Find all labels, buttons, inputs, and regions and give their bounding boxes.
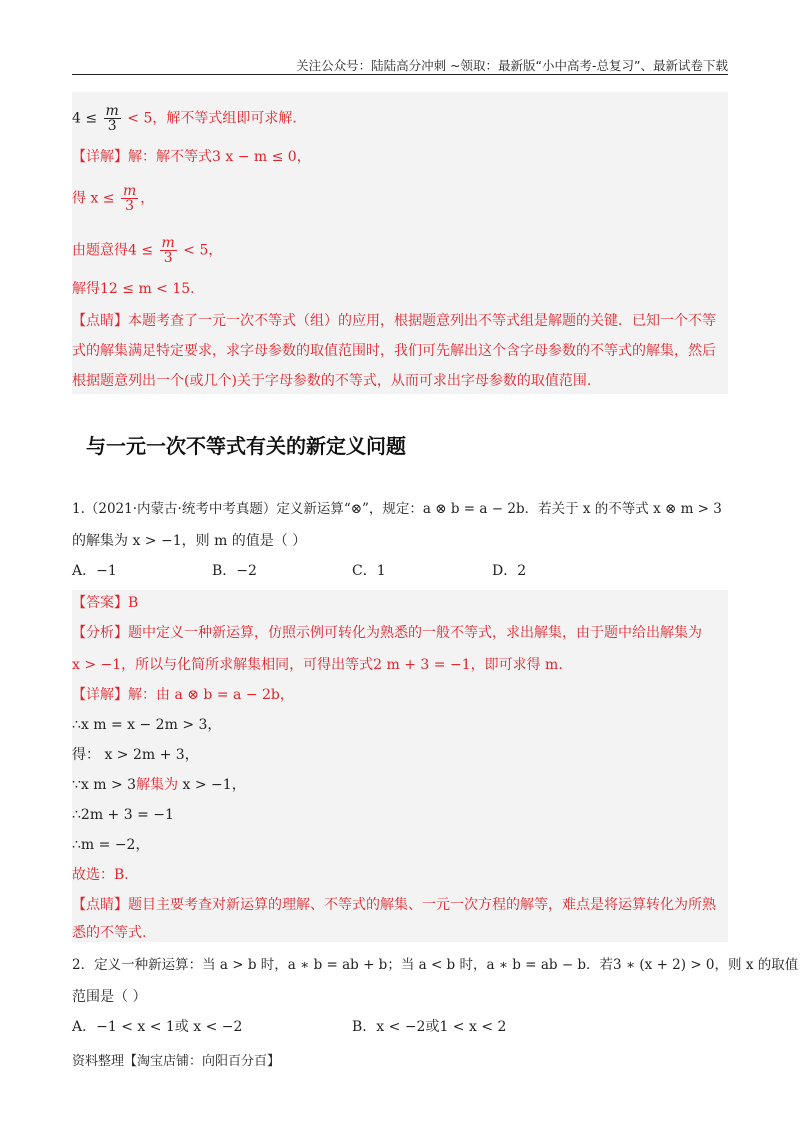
q1-detail-line-1: 【详解】解：由 a ⊗ b = a − 2b， <box>72 687 294 703</box>
solution-line-3: 得 x ≤ $\frac{m}{3}$ ， <box>72 183 155 214</box>
comment-line-2: 式的解集满足特定要求，求字母参数的取值范围时，我们可先解出这个含字母参数的不等式的解集，然后 <box>72 343 716 359</box>
detail-line: 【详解】解：解不等式3 x − m ≤ 0， <box>72 149 311 165</box>
q1-detail-line-6: ∴m = −2， <box>72 837 150 853</box>
solution-line-4: 由题意得4 ≤ $\frac{m}{3}$ < 5， <box>72 235 223 266</box>
solution-line-5: 解得12 ≤ m < 15. <box>72 281 195 297</box>
q2-stem-line-1: 2．定义一种新运算：当 a > b 时，a ∗ b = ab + b；当 a < b 时，a ∗ b = ab − b．若3 ∗ (x + 2) > 0，则 x 的取值 <box>72 957 799 973</box>
fraction: $\frac{m}{3}$ <box>122 183 137 214</box>
page-footer: 资料整理【淘宝店铺：向阳百分百】 <box>72 1054 281 1069</box>
comment-line-3: 根据题意列出一个(或几个)关于字母参数的不等式，从而可求出字母参数的取值范围. <box>72 373 592 389</box>
q1-detail-line-5: ∴2m + 3 = −1 <box>72 807 174 823</box>
q1-option-a: A．−1 <box>72 563 117 579</box>
q1-detail-line-3: 得： x > 2m + 3， <box>72 747 199 763</box>
q1-comment-line-2: 悉的不等式. <box>72 925 147 941</box>
q1-option-c: C．1 <box>352 563 386 579</box>
fraction: $\frac{m}{3}$ <box>105 103 119 134</box>
q1-detail-line-4: ∵x m > 3解集为 x > −1， <box>72 777 246 793</box>
page-header: 关注公众号：陆陆高分冲刺 ~领取：最新版“小中高考-总复习”、最新试卷下载 <box>72 56 728 75</box>
comment-line-1: 【点睛】本题考查了一元一次不等式（组）的应用，根据题意列出不等式组是解题的关键．已知一个不等 <box>72 313 716 329</box>
q1-answer: 【答案】B <box>72 595 139 611</box>
q2-option-b: B．x < −2或1 < x < 2 <box>352 1019 507 1035</box>
q1-comment-line-1: 【点睛】题目主要考查对新运算的理解、不等式的解集、一元一次方程的解等，难点是将运算转化为所熟 <box>72 897 716 913</box>
q1-stem-line-2: 的解集为 x > −1，则 m 的值是（ ） <box>72 533 307 549</box>
q2-stem-line-2: 范围是（ ） <box>72 989 147 1005</box>
q1-option-d: D．2 <box>492 563 527 579</box>
section-title: 与一元一次不等式有关的新定义问题 <box>86 434 406 458</box>
q1-detail-line-7: 故选：B. <box>72 867 129 883</box>
q1-option-b: B．−2 <box>212 563 257 579</box>
fraction: $\frac{m}{3}$ <box>161 235 175 266</box>
q1-analysis-line-1: 【分析】题中定义一种新运算，仿照示例可转化为熟悉的一般不等式，求出解集，由于题中给出解集为 <box>72 625 702 641</box>
q2-option-a: A．−1 < x < 1或 x < −2 <box>72 1019 243 1035</box>
q1-detail-line-2: ∴x m = x − 2m > 3， <box>72 717 222 733</box>
q1-stem-line-1: 1.（2021·内蒙古·统考中考真题）定义新运算“⊗”，规定：a ⊗ b = a − 2b．若关于 x 的不等式 x ⊗ m > 3 <box>72 501 722 517</box>
q1-analysis-line-2: x > −1，所以与化简所求解集相同，可得出等式2 m + 3 = −1，即可求得 m. <box>72 657 563 673</box>
solution-line-1: 4 ≤ $\frac{m}{3}$ < 5，解不等式组即可求解. <box>72 103 297 134</box>
